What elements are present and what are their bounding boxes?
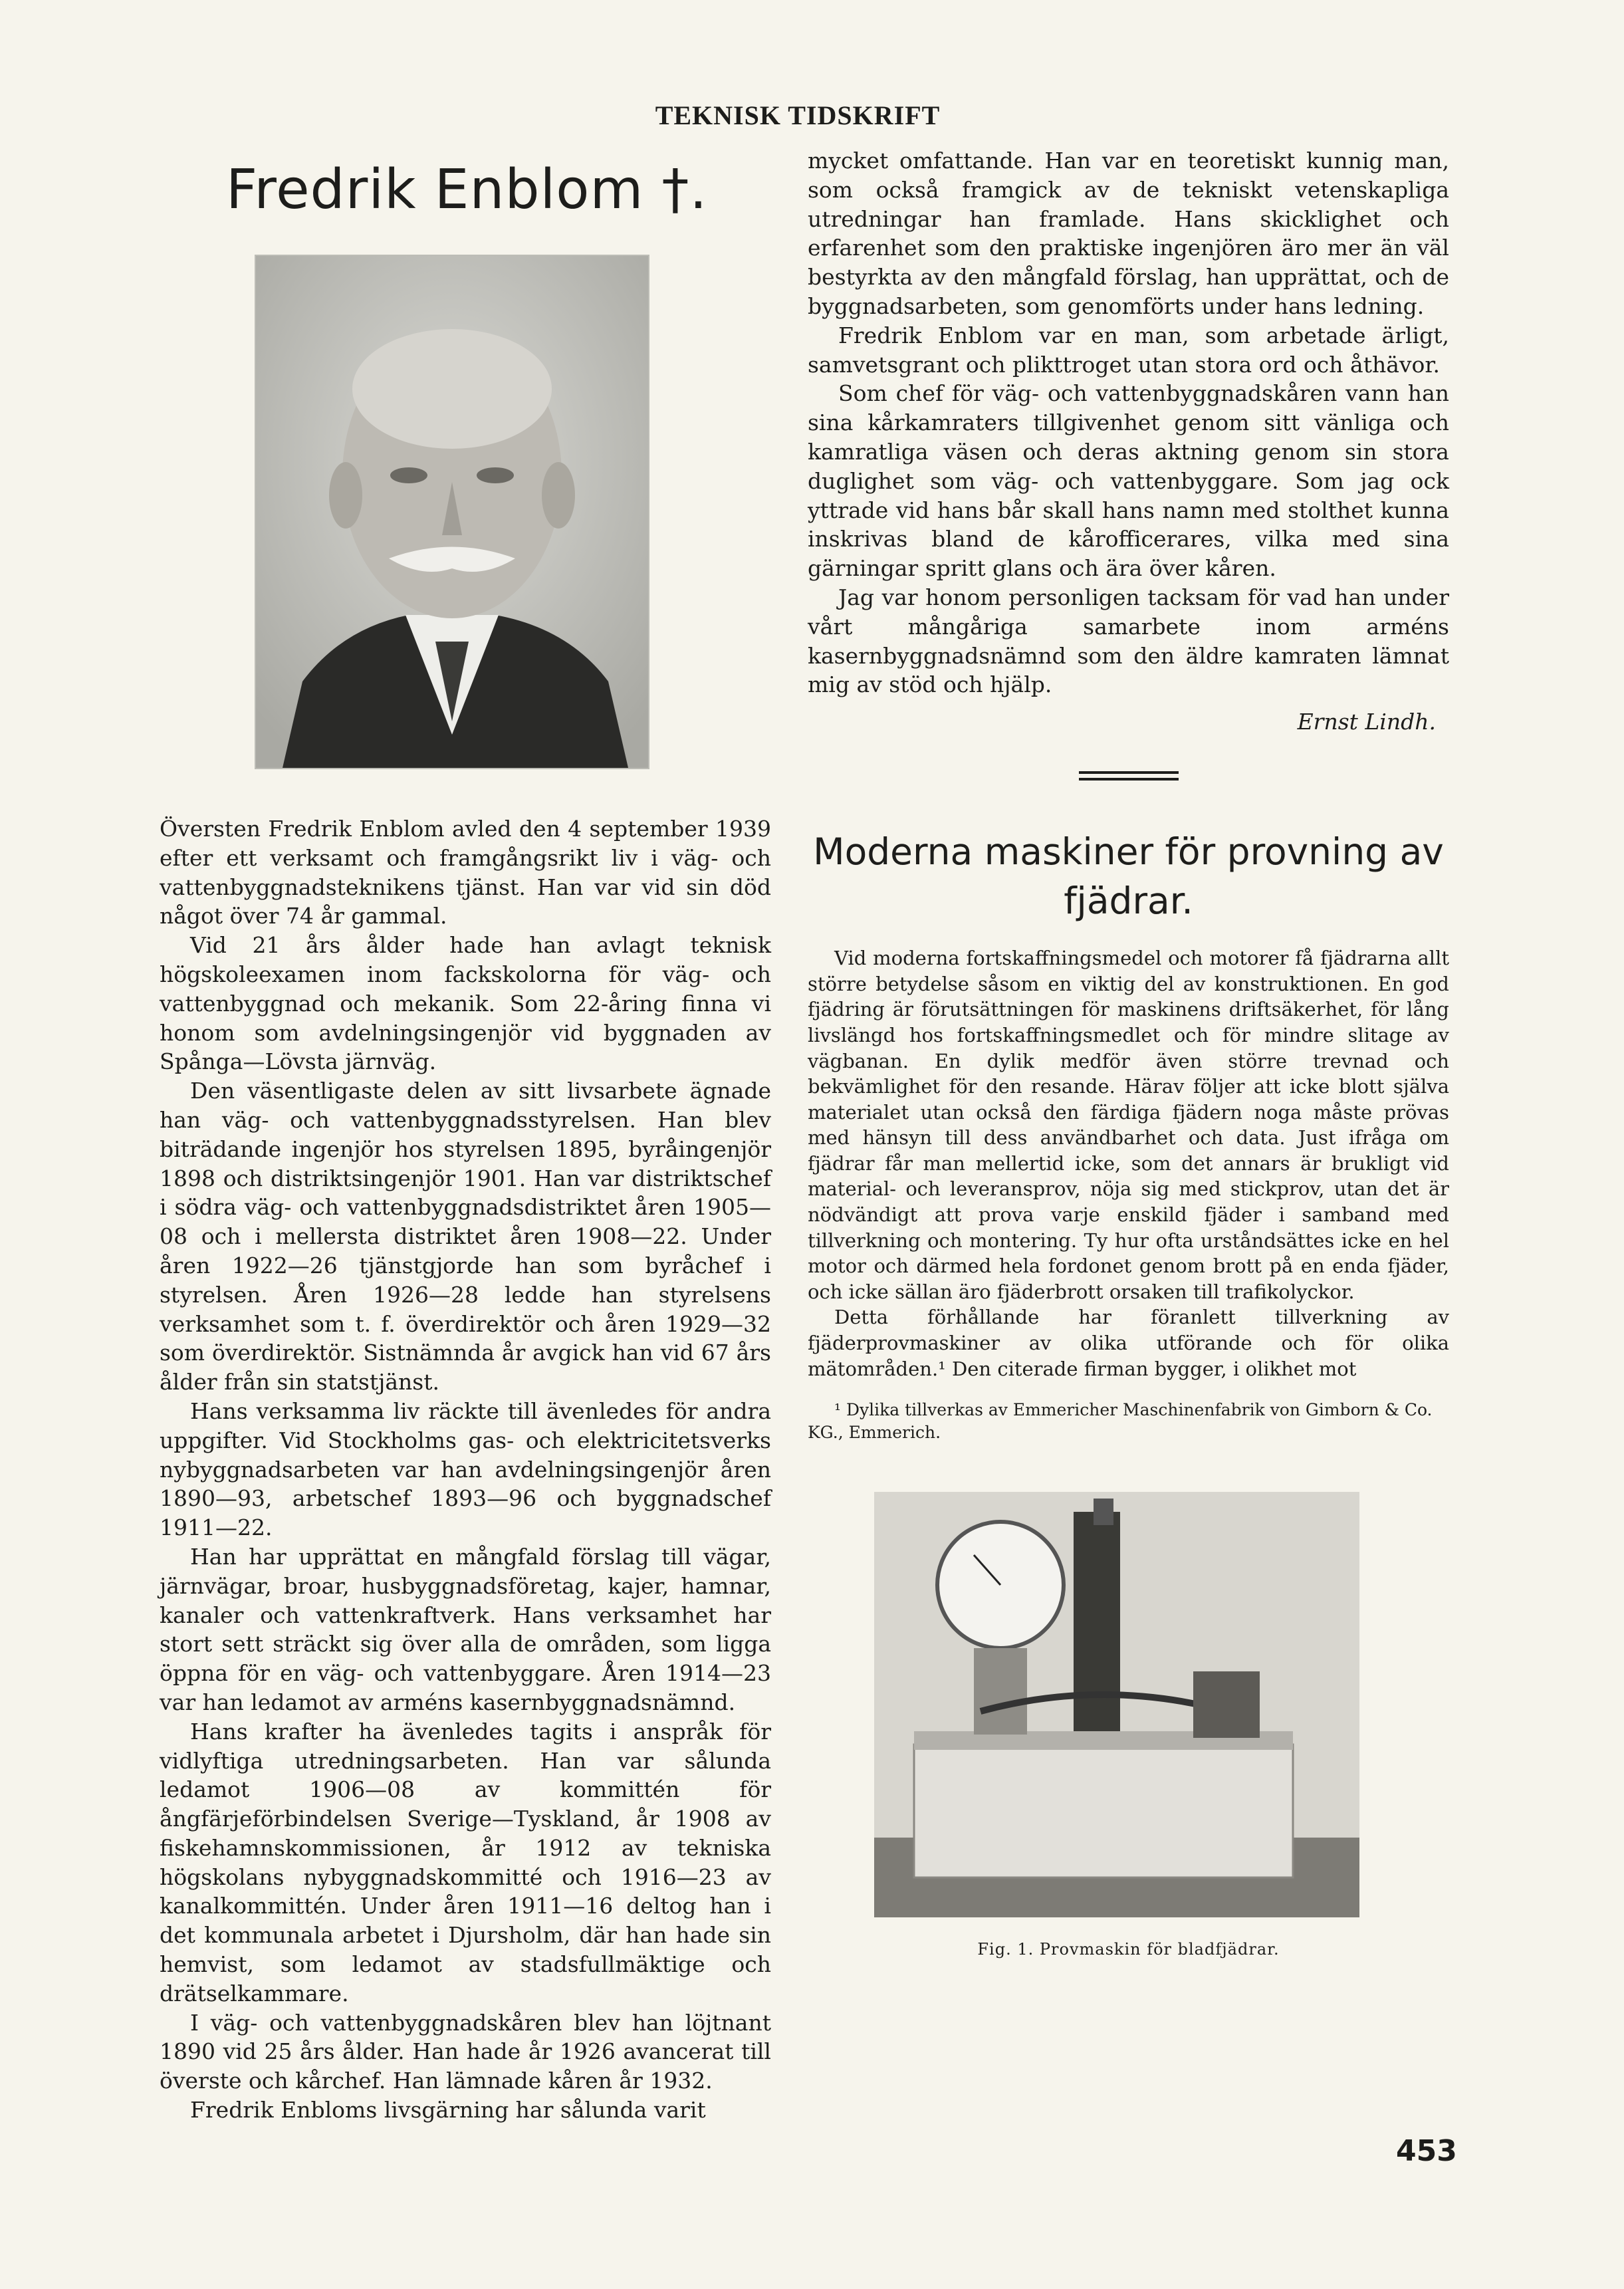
portrait-photo bbox=[255, 255, 649, 769]
obituary-continued bbox=[808, 146, 1449, 699]
obituary-title: Fredrik Enblom †. bbox=[226, 158, 708, 221]
paragraph: Fredrik Enbloms livsgärning har sålunda varit bbox=[190, 2097, 706, 2123]
paragraph: Den väsentligaste delen av sitt livsarbete ägnade han väg- och vattenbyggnadsstyrelsen. Han blev biträdande ingenjör hos styrelsen 1895, byråingenjör 1898 och distriktsingenjör 1901. Han var distriktschef i södra väg- och vattenbyggnadsdistriktet åren 1905—08 och i mellersta distriktet åren 1908—22. Under åren 1922—26 tjänstgjorde han som byråchef i styrelsen. Åren 1926—28 ledde han styrelsens verksamhet som t. f. överdirektör och åren 1929—32 som överdirektör. Sistnämnda år avgick han vid 67 års ålder från sin statstjänst. bbox=[160, 1078, 771, 1395]
paragraph: Hans krafter ha ävenledes tagits i anspråk för vidlyftiga utredningsarbeten. Han var sålunda ledamot 1906—08 av kommittén för ångfärjeförbindelsen Sverige—Tyskland, år 1908 av fiskehamnskommissionen, år 1912 av tekniska högskolans nybyggnadskommitté och 1916—23 av kanalkommittén. Under åren 1911—16 deltog han i det kommunala arbetet i Djursholm, där han hade sin hemvist, som ledamot av stadsfullmäktige och drätselkammare. bbox=[160, 1718, 771, 2006]
article-body bbox=[808, 945, 1449, 1382]
paragraph: Vid 21 års ålder hade han avlagt teknisk högskoleexamen inom fackskolorna för väg- och vattenbyggnad och mekanik. Som 22-åring finna vi honom som avdelningsingenjör vid byggnaden av Spånga—Lövsta järnväg. bbox=[160, 932, 771, 1075]
article-title: Moderna maskiner för provning av fjädrar. bbox=[813, 830, 1444, 923]
paragraph: Jag var honom personligen tacksam för vad han under vårt mångåriga samarbete inom arméns kasernbyggnadsnämnd som den äldre kamraten lämnat mig av stöd och hjälp. bbox=[808, 584, 1449, 698]
paragraph: Hans verksamma liv räckte till ävenledes för andra uppgifter. Vid Stockholms gas- och elektricitetsverks nybyggnadsarbeten var han avdelningsingenjör åren 1890—93, arbetschef 1893—96 och byggnadschef 1911—22. bbox=[160, 1397, 771, 1541]
machine-photo bbox=[874, 1492, 1359, 1917]
journal-header: TEKNISK TIDSKRIFT bbox=[655, 100, 941, 130]
obituary-body bbox=[160, 814, 771, 2125]
paragraph: Detta förhållande har föranlett tillverkning av fjäderprovmaskiner av olika utförande och för olika mätområden.¹ Den citerade firman bygger, i olikhet mot bbox=[808, 1306, 1449, 1380]
signature: Ernst Lindh. bbox=[1297, 709, 1436, 735]
paragraph: Som chef för väg- och vattenbyggnadskåren vann han sina kårkamraters tillgivenhet genom sitt vänliga och kamratliga väsen och deras aktning genom sin stora duglighet som väg- och vattenbyggare. Som jag ock yttrade vid hans bår skall hans namn med stolthet kunna inskrivas bland de kårofficerares, vilka med sina gärningar spritt glans och ära över kåren. bbox=[808, 380, 1449, 582]
paragraph: Fredrik Enblom var en man, som arbetade ärligt, samvetsgrant och plikttroget utan stora ord och åthävor. bbox=[808, 322, 1449, 378]
paragraph: mycket omfattande. Han var en teoretiskt kunnig man, som också framgick av de tekniskt vetenskapliga utredningar han framlade. Hans skicklighet och erfarenhet som den praktiske ingenjören äro mer än väl bestyrkta av den mångfald förslag, han upprättat, och de byggnadsarbeten, som genomförts under hans ledning. bbox=[808, 148, 1449, 319]
left-column bbox=[160, 146, 771, 2125]
paragraph: Översten Fredrik Enblom avled den 4 september 1939 efter ett verksamt och framgångsrikt liv i väg- och vattenbyggnadsteknikens tjänst. Han var vid sin död något över 74 år gammal. bbox=[160, 816, 771, 929]
paragraph: Vid moderna fortskaffningsmedel och motorer få fjädrarna allt större betydelse såsom en viktig del av konstruktionen. En god fjädring är förutsättningen för maskinens driftsäkerhet, för lång livslängd hos fortskaffningsmedlet och för mindre slitage av vägbanan. En dylik medför även större trevnad och bekvämlighet för den resande. Härav följer att icke blott själva materialet utan också den färdiga fjädern noga måste prövas med hänsyn till dess användbarhet och data. Just ifråga om fjädrar får man mellertid icke, som det annars är brukligt vid material- och leveransprov, nöja sig med stickprov, utan det är nödvändigt att prova varje enskild fjäder i samband med tillverkning och montering. Ty hur ofta urståndsättes icke en hel motor och därmed hela fordonet genom brott på en enda fjäder, och icke sällan äro fjäderbrott orsaken till trafikolyckor. bbox=[808, 947, 1449, 1303]
page-number: 453 bbox=[1396, 2134, 1457, 2168]
paragraph: Han har upprättat en mångfald förslag till vägar, järnvägar, broar, husbyggnadsföretag, kajer, hamnar, kanaler och vattenkraftverk. Hans verksamhet har stort sett sträckt sig över alla de områden, som ligga öppna för en väg- och vattenbyggare. Åren 1914—23 var han ledamot av arméns kasernbyggnadsnämnd. bbox=[160, 1543, 771, 1715]
right-column bbox=[808, 146, 1449, 1959]
figure-caption: Fig. 1. Provmaskin för bladfjädrar. bbox=[977, 1940, 1280, 1959]
paragraph: I väg- och vattenbyggnadskåren blev han löjtnant 1890 vid 25 års ålder. Han hade år 1926 avancerat till överste och kårchef. Han lämnade kåren år 1932. bbox=[160, 2009, 771, 2094]
footnote: ¹ Dylika tillverkas av Emmericher Maschinenfabrik von Gimborn & Co. KG., Emmerich. bbox=[808, 1400, 1433, 1443]
section-divider bbox=[1079, 771, 1179, 781]
